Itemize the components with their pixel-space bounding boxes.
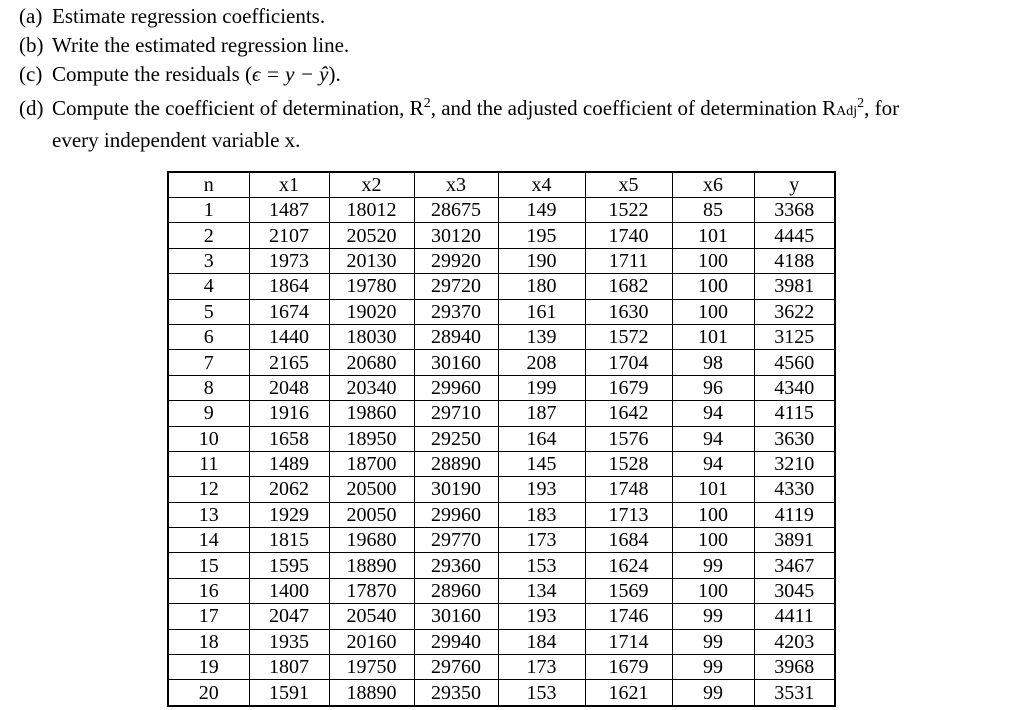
cell-x2: 20500 (329, 477, 414, 502)
cell-x1: 1864 (249, 274, 329, 299)
cell-x6: 101 (672, 223, 754, 248)
cell-x2: 19680 (329, 528, 414, 553)
cell-x5: 1713 (585, 502, 672, 527)
cell-x3: 29250 (414, 426, 498, 451)
cell-x3: 29940 (414, 629, 498, 654)
cell-x4: 190 (498, 248, 585, 273)
cell-y: 3125 (754, 324, 835, 349)
cell-x6: 100 (672, 274, 754, 299)
cell-x5: 1630 (585, 299, 672, 324)
cell-x2: 20520 (329, 223, 414, 248)
cell-x3: 29960 (414, 375, 498, 400)
cell-y: 4119 (754, 502, 835, 527)
cell-x1: 1807 (249, 655, 329, 680)
cell-n: 14 (168, 528, 249, 553)
cell-x6: 99 (672, 553, 754, 578)
table-row (168, 553, 835, 578)
cell-x5: 1714 (585, 629, 672, 654)
question-list (19, 2, 1009, 155)
cell-x3: 29770 (414, 528, 498, 553)
cell-x1: 1400 (249, 578, 329, 603)
table-row (168, 248, 835, 273)
header-x2: x2 (329, 172, 414, 198)
table-row (168, 604, 835, 629)
cell-x4: 180 (498, 274, 585, 299)
question-b (19, 31, 1009, 60)
cell-x5: 1682 (585, 274, 672, 299)
data-table (167, 171, 836, 707)
cell-x6: 100 (672, 299, 754, 324)
cell-y: 4115 (754, 401, 835, 426)
question-d (19, 89, 1009, 126)
cell-x2: 18030 (329, 324, 414, 349)
cell-x1: 2165 (249, 350, 329, 375)
cell-x6: 94 (672, 451, 754, 476)
header-x3: x3 (414, 172, 498, 198)
cell-x5: 1528 (585, 451, 672, 476)
cell-n: 13 (168, 502, 249, 527)
cell-x1: 1935 (249, 629, 329, 654)
cell-x5: 1711 (585, 248, 672, 273)
cell-x4: 199 (498, 375, 585, 400)
cell-n: 2 (168, 223, 249, 248)
table-row (168, 629, 835, 654)
table-row (168, 655, 835, 680)
question-b-tag: (b) (19, 33, 44, 57)
cell-n: 7 (168, 350, 249, 375)
question-c-text: Compute the residuals ( (52, 62, 253, 86)
cell-y: 4340 (754, 375, 835, 400)
table-row (168, 375, 835, 400)
cell-y: 3622 (754, 299, 835, 324)
cell-x4: 161 (498, 299, 585, 324)
cell-x1: 1591 (249, 680, 329, 706)
cell-x6: 85 (672, 198, 754, 223)
question-b-text: Write the estimated regression line. (52, 33, 350, 57)
header-x1: x1 (249, 172, 329, 198)
cell-x6: 94 (672, 426, 754, 451)
cell-x5: 1704 (585, 350, 672, 375)
cell-x3: 29710 (414, 401, 498, 426)
cell-x4: 145 (498, 451, 585, 476)
cell-x5: 1642 (585, 401, 672, 426)
cell-x1: 1595 (249, 553, 329, 578)
cell-x5: 1679 (585, 375, 672, 400)
table-row (168, 401, 835, 426)
residual-formula: ϵ = y − ŷ (252, 62, 329, 86)
cell-x3: 30160 (414, 350, 498, 375)
question-c (19, 60, 1009, 89)
cell-x5: 1748 (585, 477, 672, 502)
cell-x6: 100 (672, 528, 754, 553)
cell-x1: 2047 (249, 604, 329, 629)
question-d-text-2: , and the adjusted coefficient of determination R (430, 96, 837, 120)
question-d-text-3: , for (864, 96, 900, 120)
cell-x5: 1621 (585, 680, 672, 706)
cell-x1: 2107 (249, 223, 329, 248)
cell-x3: 29920 (414, 248, 498, 273)
cell-x4: 134 (498, 578, 585, 603)
cell-x6: 100 (672, 248, 754, 273)
cell-n: 16 (168, 578, 249, 603)
table-row (168, 299, 835, 324)
r-squared-exponent: 2 (423, 96, 431, 111)
cell-x4: 183 (498, 502, 585, 527)
table-header-row (168, 172, 835, 198)
table-row (168, 502, 835, 527)
cell-x6: 100 (672, 502, 754, 527)
cell-x1: 1658 (249, 426, 329, 451)
cell-n: 20 (168, 680, 249, 706)
cell-x4: 193 (498, 604, 585, 629)
table-row (168, 350, 835, 375)
cell-n: 19 (168, 655, 249, 680)
cell-x3: 28940 (414, 324, 498, 349)
table-row (168, 477, 835, 502)
cell-x3: 29370 (414, 299, 498, 324)
cell-x6: 99 (672, 629, 754, 654)
cell-y: 4560 (754, 350, 835, 375)
cell-y: 3891 (754, 528, 835, 553)
cell-x4: 184 (498, 629, 585, 654)
cell-x3: 28675 (414, 198, 498, 223)
table-row (168, 324, 835, 349)
cell-x2: 19020 (329, 299, 414, 324)
cell-x3: 28960 (414, 578, 498, 603)
cell-x2: 18950 (329, 426, 414, 451)
cell-x6: 100 (672, 578, 754, 603)
cell-x4: 149 (498, 198, 585, 223)
cell-x3: 30190 (414, 477, 498, 502)
cell-n: 17 (168, 604, 249, 629)
question-a (19, 2, 1009, 31)
cell-x6: 101 (672, 477, 754, 502)
cell-x4: 193 (498, 477, 585, 502)
cell-x1: 1674 (249, 299, 329, 324)
cell-y: 3630 (754, 426, 835, 451)
cell-x3: 29720 (414, 274, 498, 299)
header-n: n (168, 172, 249, 198)
cell-y: 4411 (754, 604, 835, 629)
table-row (168, 451, 835, 476)
question-d-tag: (d) (19, 96, 44, 120)
cell-x2: 20160 (329, 629, 414, 654)
cell-x2: 20340 (329, 375, 414, 400)
cell-x6: 96 (672, 375, 754, 400)
question-d-text-1: Compute the coefficient of determination, R (52, 96, 424, 120)
cell-n: 12 (168, 477, 249, 502)
table-row (168, 198, 835, 223)
cell-y: 4203 (754, 629, 835, 654)
table-row (168, 680, 835, 706)
cell-x5: 1746 (585, 604, 672, 629)
cell-n: 6 (168, 324, 249, 349)
question-c-tag: (c) (19, 62, 43, 86)
cell-x6: 99 (672, 604, 754, 629)
cell-y: 3981 (754, 274, 835, 299)
cell-x4: 187 (498, 401, 585, 426)
cell-x1: 1916 (249, 401, 329, 426)
cell-x2: 20050 (329, 502, 414, 527)
cell-x2: 18890 (329, 553, 414, 578)
cell-x6: 101 (672, 324, 754, 349)
cell-n: 8 (168, 375, 249, 400)
cell-x5: 1569 (585, 578, 672, 603)
cell-n: 11 (168, 451, 249, 476)
cell-x2: 20540 (329, 604, 414, 629)
cell-x4: 195 (498, 223, 585, 248)
cell-x2: 20130 (329, 248, 414, 273)
cell-x2: 18890 (329, 680, 414, 706)
cell-x5: 1522 (585, 198, 672, 223)
cell-x1: 1440 (249, 324, 329, 349)
question-a-text: Estimate regression coefficients. (52, 4, 326, 28)
adj-subscript: Adj (836, 104, 858, 119)
cell-n: 10 (168, 426, 249, 451)
header-x4: x4 (498, 172, 585, 198)
cell-n: 18 (168, 629, 249, 654)
cell-y: 3368 (754, 198, 835, 223)
cell-y: 4330 (754, 477, 835, 502)
cell-x6: 99 (672, 655, 754, 680)
cell-x5: 1684 (585, 528, 672, 553)
cell-n: 15 (168, 553, 249, 578)
cell-x4: 164 (498, 426, 585, 451)
cell-x4: 208 (498, 350, 585, 375)
cell-x4: 139 (498, 324, 585, 349)
cell-x3: 28890 (414, 451, 498, 476)
cell-x3: 29360 (414, 553, 498, 578)
cell-x6: 99 (672, 680, 754, 706)
table-body (168, 198, 835, 706)
cell-x3: 30160 (414, 604, 498, 629)
cell-x1: 1815 (249, 528, 329, 553)
cell-y: 4445 (754, 223, 835, 248)
header-x6: x6 (672, 172, 754, 198)
table-row (168, 426, 835, 451)
cell-x2: 19860 (329, 401, 414, 426)
cell-y: 3210 (754, 451, 835, 476)
cell-n: 1 (168, 198, 249, 223)
cell-n: 3 (168, 248, 249, 273)
cell-x2: 17870 (329, 578, 414, 603)
cell-y: 3045 (754, 578, 835, 603)
question-a-tag: (a) (19, 4, 43, 28)
header-x5: x5 (585, 172, 672, 198)
cell-x2: 19750 (329, 655, 414, 680)
cell-x3: 29960 (414, 502, 498, 527)
cell-x2: 18700 (329, 451, 414, 476)
cell-x1: 1973 (249, 248, 329, 273)
adj-r-squared-exponent: 2 (857, 96, 865, 111)
cell-x6: 98 (672, 350, 754, 375)
cell-y: 3531 (754, 680, 835, 706)
cell-x1: 1487 (249, 198, 329, 223)
table-row (168, 274, 835, 299)
cell-n: 5 (168, 299, 249, 324)
cell-x2: 19780 (329, 274, 414, 299)
cell-x4: 153 (498, 553, 585, 578)
header-y: y (754, 172, 835, 198)
cell-x5: 1572 (585, 324, 672, 349)
table-row (168, 578, 835, 603)
cell-x1: 2062 (249, 477, 329, 502)
cell-x4: 173 (498, 528, 585, 553)
cell-y: 3968 (754, 655, 835, 680)
cell-x5: 1740 (585, 223, 672, 248)
table-row (168, 223, 835, 248)
cell-x3: 29350 (414, 680, 498, 706)
cell-x4: 173 (498, 655, 585, 680)
cell-x4: 153 (498, 680, 585, 706)
cell-x6: 94 (672, 401, 754, 426)
table-row (168, 528, 835, 553)
cell-x2: 20680 (329, 350, 414, 375)
cell-x1: 2048 (249, 375, 329, 400)
cell-x2: 18012 (329, 198, 414, 223)
cell-x5: 1576 (585, 426, 672, 451)
cell-x5: 1624 (585, 553, 672, 578)
cell-x1: 1929 (249, 502, 329, 527)
cell-x1: 1489 (249, 451, 329, 476)
cell-x3: 29760 (414, 655, 498, 680)
cell-x3: 30120 (414, 223, 498, 248)
cell-n: 4 (168, 274, 249, 299)
cell-y: 3467 (754, 553, 835, 578)
cell-x5: 1679 (585, 655, 672, 680)
question-c-end: ). (328, 62, 341, 86)
cell-y: 4188 (754, 248, 835, 273)
question-d-continuation: every independent variable x. (52, 128, 301, 152)
cell-n: 9 (168, 401, 249, 426)
